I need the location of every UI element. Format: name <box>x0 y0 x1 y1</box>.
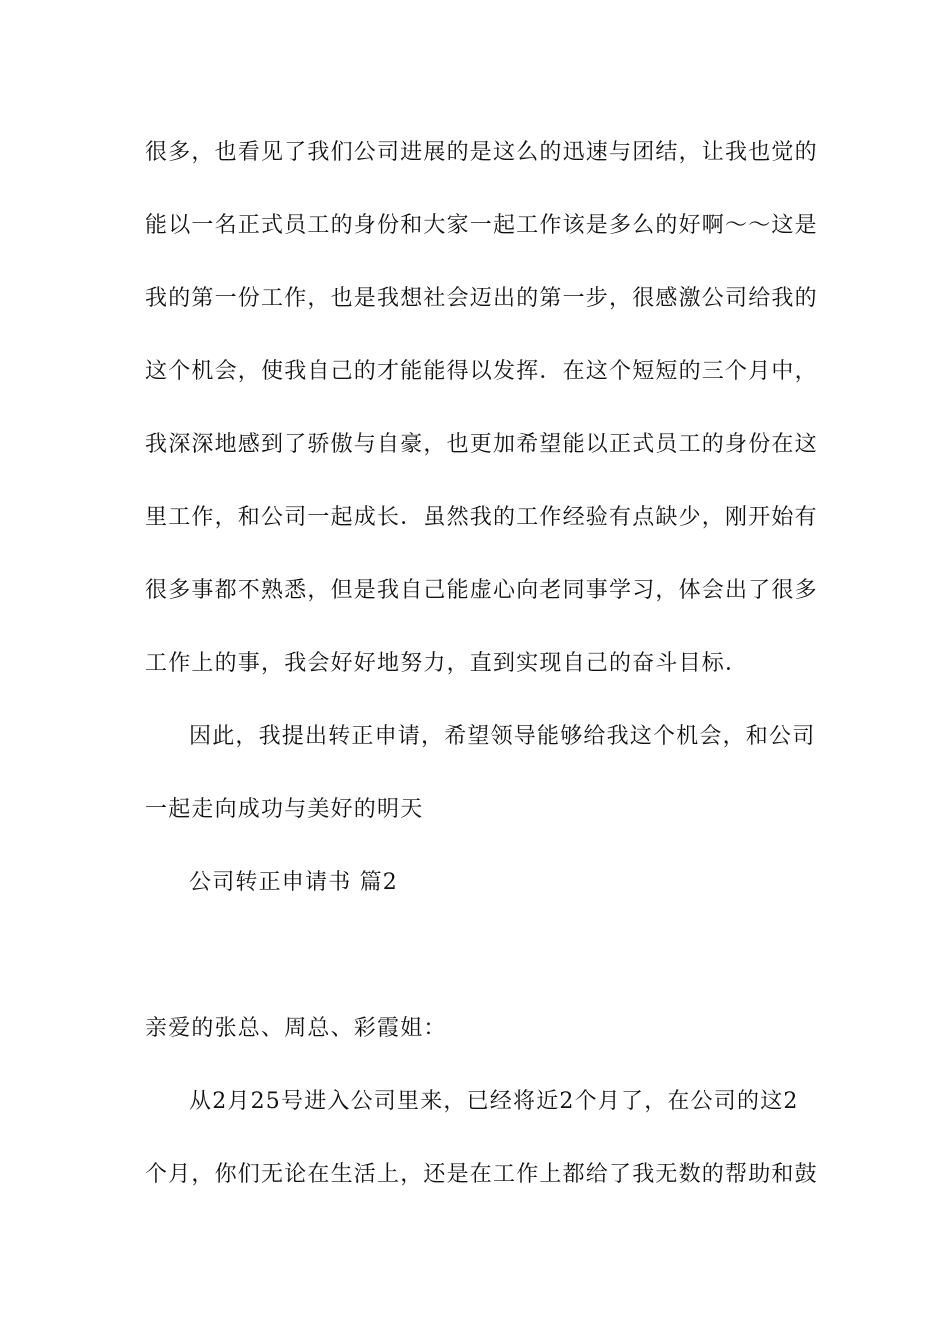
body-text-line: 能以一名正式员工的身份和大家一起工作该是多么的好啊～～这是 <box>145 213 818 238</box>
body-text-line: 个月，你们无论在生活上，还是在工作上都给了我无数的帮助和鼓 <box>145 1162 818 1187</box>
body-text-line: 很多，也看见了我们公司进展的是这么的迅速与团结，让我也觉的 <box>145 140 818 165</box>
body-text-line: 我深深地感到了骄傲与自豪，也更加希望能以正式员工的身份在这 <box>145 432 818 457</box>
body-text-line: 因此，我提出转正申请，希望领导能够给我这个机会，和公司 <box>189 724 816 749</box>
body-text-line: 工作上的事，我会好好地努力，直到实现自己的奋斗目标． <box>145 651 749 676</box>
body-text-line: 我的第一份工作，也是我想社会迈出的第一步，很感激公司给我的 <box>145 286 818 311</box>
body-text-line: 这个机会，使我自己的才能能得以发挥．在这个短短的三个月中， <box>145 359 818 384</box>
body-text-line: 很多事都不熟悉，但是我自己能虚心向老同事学习，体会出了很多 <box>145 578 818 603</box>
body-text-line: 从2月25号进入公司里来，已经将近2个月了，在公司的这2 <box>189 1089 799 1114</box>
body-text-line: 里工作，和公司一起成长．虽然我的工作经验有点缺少，刚开始有 <box>145 505 818 530</box>
section-heading: 公司转正申请书 篇2 <box>189 870 398 895</box>
salutation: 亲爱的张总、周总、彩霞姐： <box>145 1016 447 1041</box>
body-text-line: 一起走向成功与美好的明天 <box>145 797 424 822</box>
